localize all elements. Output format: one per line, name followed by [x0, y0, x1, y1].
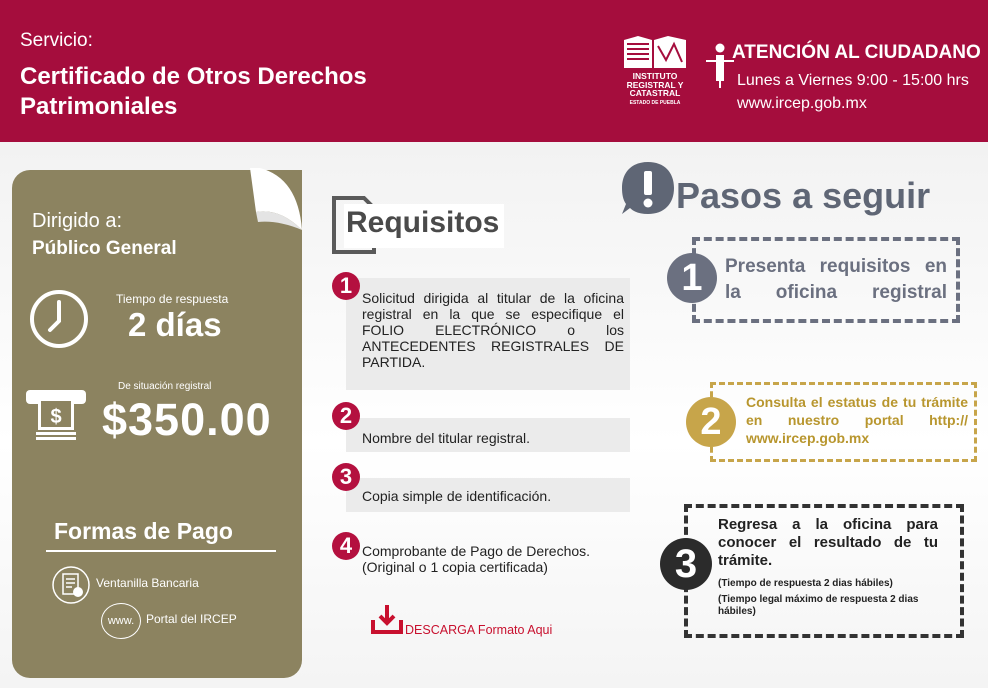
requirement-text-2: Nombre del titular registral. [362, 430, 531, 446]
step-text-1: Presenta requisitos en la oficina registral [725, 256, 947, 303]
requirement-text-3: Copia simple de identificación. [362, 488, 552, 504]
step-text-3: Regresa a la oficina para conocer el resultado de tu trámite. [718, 516, 938, 569]
logo-text [618, 72, 692, 107]
info-icon [706, 42, 734, 90]
requirement-text-4 [362, 543, 590, 575]
clock-icon [28, 288, 90, 350]
logo-line-1: INSTITUTO [632, 71, 678, 81]
requirement-number-1: 1 [332, 272, 360, 300]
requirements-title: Requisitos [346, 206, 500, 239]
steps-title: Pasos a seguir [676, 175, 931, 216]
directed-label: Dirigido a: [32, 210, 123, 232]
attention-website[interactable]: www.ircep.gob.mx [737, 95, 867, 112]
logo-line-2: REGISTRAL Y [626, 79, 684, 90]
service-label: Servicio: [20, 30, 93, 51]
requirement-number-3: 3 [332, 463, 360, 491]
requirement-number-2: 2 [332, 402, 360, 430]
download-icon[interactable] [370, 602, 404, 636]
cost-label: De situación registral [118, 381, 212, 392]
receipt-icon [51, 565, 91, 605]
step-number-2: 2 [686, 397, 736, 447]
requirement-text-4-line1: Comprobante de Pago de Derechos. [362, 543, 591, 559]
money-icon [24, 384, 88, 444]
requirement-number-4: 4 [332, 532, 360, 560]
logo-line-3: CATASTRAL [629, 88, 681, 98]
attention-hours: Lunes a Viernes 9:00 - 15:00 hrs [737, 72, 969, 89]
attention-title: ATENCIÓN AL CIUDADANO [732, 42, 981, 63]
payment-divider [46, 550, 276, 552]
www-icon: www. [101, 603, 141, 639]
step-3-note-2: (Tiempo legal máximo de respuesta 2 dias hábiles) [718, 594, 919, 617]
page-title: Certificado de Otros Derechos Patrimoniales [20, 63, 367, 120]
page-fold-icon [250, 168, 305, 234]
step-number-1: 1 [667, 253, 717, 303]
payment-method-portal[interactable]: Portal del IRCEP [146, 612, 237, 626]
response-time-value: 2 días [128, 306, 222, 343]
payment-method-bank: Ventanilla Bancaria [96, 576, 199, 590]
requirement-text-1: Solicitud dirigida al titular de la oficina registral en la que se especifique el FOLIO ELECTRÓNICO o los ANTECEDENTES REGISTRALES DE PARTIDA. [362, 290, 624, 370]
download-link[interactable]: DESCARGA Formato Aqui [405, 623, 553, 637]
svg-text:$: $ [50, 406, 62, 428]
cost-value: $350.00 [102, 394, 272, 445]
step-text-2: Consulta el estatus de tu trámite en nuestro portal http:// www.ircep.gob.mx [746, 394, 968, 446]
payment-title: Formas de Pago [54, 518, 233, 544]
step-number-3: 3 [660, 538, 712, 590]
directed-value: Público General [32, 238, 177, 259]
response-time-label: Tiempo de respuesta [116, 292, 229, 306]
requirement-text-4-line2: (Original o 1 copia certificada) [362, 559, 548, 575]
logo-subtitle: ESTADO DE PUEBLA [629, 99, 681, 106]
header-banner [0, 0, 988, 142]
warning-icon [620, 160, 676, 216]
step-3-note-1: (Tiempo de respuesta 2 dias hábiles) [718, 578, 893, 589]
